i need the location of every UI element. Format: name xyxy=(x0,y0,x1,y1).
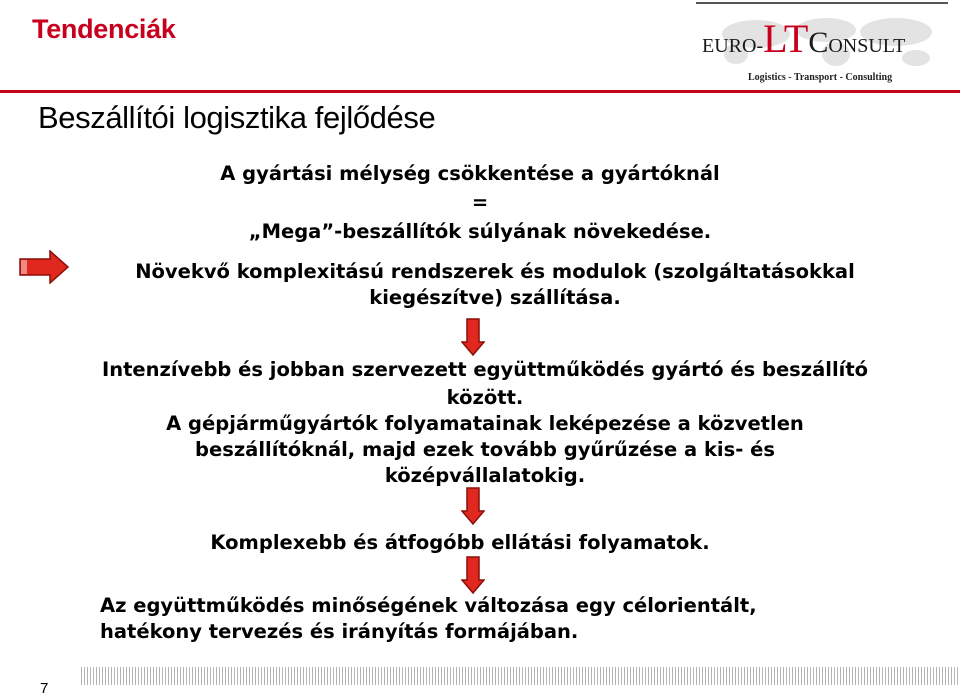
paragraph-5-line-2: hatékony tervezés és irányítás formájában. xyxy=(100,620,579,643)
paragraph-3-line-2: beszállítóknál, majd ezek tovább gyűrűzése a kis- és xyxy=(195,438,775,461)
statement-line-1: A gyártási mélység csökkentése a gyártóknál xyxy=(220,162,720,185)
paragraph-2-line-1: Intenzívebb és jobban szervezett együttműködés gyártó és beszállító xyxy=(101,358,869,381)
paragraph-2-line-2: között. xyxy=(446,386,524,409)
company-logo xyxy=(696,2,948,86)
paragraph-3-line-1: A gépjárműgyártók folyamatainak leképezése a közvetlen xyxy=(166,412,804,435)
paragraph-4: Komplexebb és átfogóbb ellátási folyamatok. xyxy=(210,531,710,554)
paragraph-3-line-3: középvállalatokig. xyxy=(384,464,586,487)
down-arrow-icon xyxy=(461,487,485,525)
paragraph-5-line-1: Az együttműködés minőségének változása egy célorientált, xyxy=(100,594,757,617)
logo-text: EURO-LTCONSULT xyxy=(702,16,906,61)
statement-line-3: „Mega”-beszállítók súlyának növekedése. xyxy=(248,220,712,243)
paragraph-1-line-1: Növekvő komplexitású rendszerek és modulok (szolgáltatásokkal xyxy=(135,260,855,283)
down-arrow-icon xyxy=(461,318,485,356)
paragraph-1-line-2: kiegészítve) szállítása. xyxy=(369,286,621,309)
header-divider xyxy=(0,90,960,93)
down-arrow-icon xyxy=(461,556,485,594)
logo-tagline: Logistics - Transport - Consulting xyxy=(748,72,893,83)
section-title: Tendenciák xyxy=(32,14,176,44)
footer-divider xyxy=(0,667,960,685)
equals-sign: = xyxy=(471,191,489,214)
page-number: 7 xyxy=(40,680,49,697)
slide-title: Beszállítói logisztika fejlődése xyxy=(38,100,436,135)
